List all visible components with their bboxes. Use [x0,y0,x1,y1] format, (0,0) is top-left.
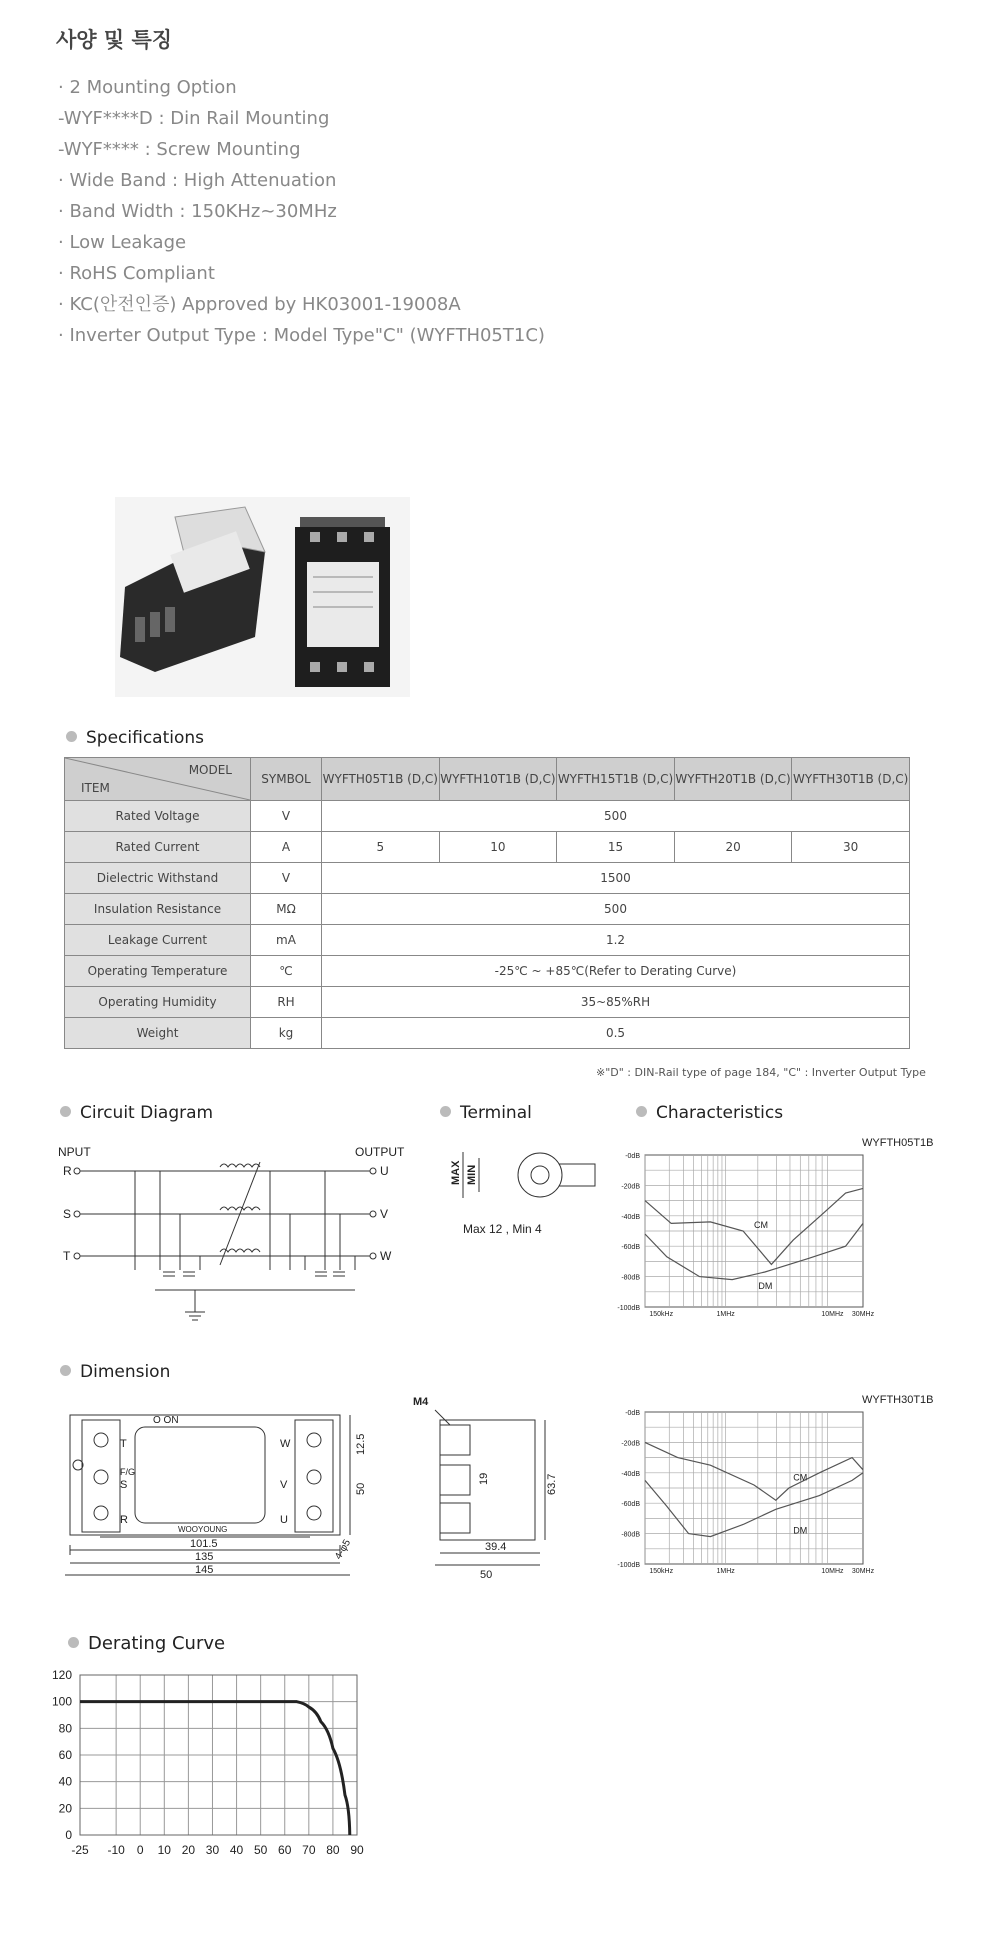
feature-item: · Wide Band : High Attenuation [58,170,337,191]
char-x-tick: 30MHz [851,1311,875,1318]
char-y-tick: -20dB [621,1440,640,1448]
item-cell: Rated Current [65,832,251,863]
section-label: Specifications [86,728,205,748]
dim-r-label: R [120,1514,128,1526]
dim-50: 50 [355,1482,367,1495]
value-cell: -25℃ ~ +85℃(Refer to Derating Curve) [322,956,910,987]
y-tick-label: 20 [58,1801,72,1816]
cm-label: CM [793,1472,808,1483]
table-header-row [65,758,910,801]
table-row [65,832,910,863]
y-tick-label: 60 [58,1748,72,1762]
char-x-tick: 10MHz [821,1568,844,1575]
section-label: Derating Curve [88,1633,226,1654]
feature-item: -WYF****D : Din Rail Mounting [58,108,330,129]
value-cell: 5 [322,832,440,863]
circuit-output-u: U [380,1164,389,1178]
x-tick-label: 50 [253,1843,268,1857]
section-derating [68,1633,225,1654]
table-row [65,956,910,987]
dim-12-5: 12.5 [355,1433,367,1455]
section-dimension [60,1362,170,1382]
dimension-side-drawing [405,1385,565,1585]
char-y-tick: -100dB [617,1562,640,1569]
cm-curve [645,1442,863,1500]
value-cell: 1500 [322,863,910,894]
table-row [65,894,910,925]
dim-on-label: O ON [153,1415,179,1426]
char-model-label: WYFTH05T1B [862,1137,934,1149]
dim-t-label: T [120,1438,127,1450]
x-tick-label: -10 [107,1843,125,1857]
feature-item: · Low Leakage [58,232,187,253]
model-header: WYFTH30T1B (D,C) [792,758,910,801]
symbol-cell: V [251,863,322,894]
y-tick-label: 100 [51,1694,72,1709]
x-tick-label: 10 [157,1843,171,1857]
spec-table [64,757,910,1049]
circuit-input-t: T [63,1249,71,1263]
x-tick-label: 30 [205,1843,220,1857]
x-tick-label: 20 [181,1843,196,1857]
char-x-tick: 30MHz [851,1568,875,1575]
dim-39-4: 39.4 [485,1541,507,1553]
dm-label: DM [758,1280,773,1291]
x-tick-label: -25 [71,1843,89,1857]
dim-fg-label: F/G [120,1467,135,1477]
dim-145: 145 [195,1564,214,1576]
feature-item: -WYF**** : Screw Mounting [58,139,301,160]
char-y-tick: -60dB [621,1244,640,1252]
model-header: WYFTH20T1B (D,C) [674,758,792,801]
chart-grid [80,1675,357,1835]
value-cell: 500 [322,801,910,832]
value-cell: 10 [439,832,557,863]
char-y-tick: -0dB [625,1153,640,1160]
char-x-tick: 150kHz [649,1568,674,1575]
y-tick-label: 0 [65,1828,72,1842]
value-cell: 20 [674,832,792,863]
terminal-drawing [445,1140,605,1250]
symbol-cell: kg [251,1018,322,1049]
dm-curve [645,1473,863,1537]
feature-list [58,72,545,351]
feature-item: · 2 Mounting Option [58,77,237,98]
value-cell: 0.5 [322,1018,910,1049]
symbol-cell: ℃ [251,956,322,987]
model-item-header [65,758,251,801]
char-x-tick: 1MHz [716,1568,735,1575]
value-cell: 1.2 [322,925,910,956]
table-row [65,1018,910,1049]
table-row [65,925,910,956]
section-label: Characteristics [656,1103,784,1123]
characteristics-charts [615,1130,945,1650]
char-y-tick: -20dB [621,1183,640,1191]
terminal-caption: Max 12 , Min 4 [463,1222,542,1236]
dim-brand-label: WOOYOUNG [178,1525,228,1534]
dim-135: 135 [195,1551,214,1563]
feature-item: · RoHS Compliant [58,263,215,284]
dim-w-label: W [280,1438,291,1450]
table-row [65,863,910,894]
symbol-cell: V [251,801,322,832]
circuit-output-v: V [380,1207,389,1221]
symbol-cell: mA [251,925,322,956]
y-tick-label: 80 [58,1721,72,1736]
dim-u-label: U [280,1514,288,1526]
bullet-icon [68,1637,79,1648]
bullet-icon [440,1106,451,1117]
circuit-output-w: W [380,1249,392,1263]
char-y-tick: -60dB [621,1501,640,1509]
dim-50-side: 50 [480,1569,493,1581]
section-terminal [440,1103,532,1123]
symbol-header: SYMBOL [251,758,322,801]
char-y-tick: -0dB [625,1410,640,1417]
value-cell: 30 [792,832,910,863]
circuit-input-s: S [63,1207,72,1221]
circuit-input-r: R [63,1164,72,1178]
value-cell: 500 [322,894,910,925]
dim-101-5: 101.5 [190,1538,218,1550]
product-photo [115,497,410,697]
x-tick-label: 80 [326,1843,340,1857]
dim-63-7: 63.7 [546,1473,558,1495]
y-tick-labels [52,1668,72,1842]
x-tick-label: 90 [350,1843,364,1857]
y-tick-label: 40 [58,1774,72,1789]
feature-item: · Inverter Output Type : Model Type"C" (WYFTH05T1C) [58,325,545,346]
char-model-label: WYFTH30T1B [862,1394,934,1406]
x-tick-labels [71,1843,364,1857]
circuit-diagram [55,1140,415,1330]
model-header: WYFTH05T1B (D,C) [322,758,440,801]
char-y-tick: -80dB [621,1531,640,1539]
symbol-cell: A [251,832,322,863]
item-label: ITEM [81,781,110,795]
symbol-cell: MΩ [251,894,322,925]
dim-s-label: S [120,1479,128,1491]
x-tick-label: 0 [136,1843,144,1857]
value-cell: 15 [557,832,675,863]
x-tick-label: 40 [229,1843,244,1857]
char-x-tick: 150kHz [649,1311,674,1318]
item-cell: Operating Temperature [65,956,251,987]
y-tick-label: 120 [51,1668,72,1682]
cm-label: CM [754,1219,768,1230]
terminal-min-label: MIN [466,1164,478,1185]
bullet-icon [60,1365,71,1376]
dim-m4-label: M4 [413,1396,429,1408]
circuit-input-label: NPUT [58,1145,91,1159]
section-specifications [66,728,204,748]
table-row [65,801,910,832]
item-cell: Insulation Resistance [65,894,251,925]
symbol-cell: RH [251,987,322,1018]
model-header: WYFTH10T1B (D,C) [439,758,557,801]
spec-note: ※"D" : DIN-Rail type of page 184, "C" : Inverter Output Type [596,1066,926,1079]
dimension-front-drawing [60,1395,380,1585]
section-label: Terminal [460,1103,532,1123]
dm-curve [645,1223,863,1279]
terminal-max-label: MAX [450,1160,462,1185]
feature-item: · KC(안전인증) Approved by HK03001-19008A [58,294,461,315]
page-title: 사양 및 특징 [56,28,173,52]
section-label: Circuit Diagram [80,1103,214,1123]
char-y-tick: -40dB [621,1470,640,1478]
item-cell: Operating Humidity [65,987,251,1018]
char-x-tick: 1MHz [716,1311,735,1318]
section-circuit [60,1103,213,1123]
circuit-output-label: OUTPUT [355,1145,405,1159]
characteristic-chart [617,1394,933,1575]
char-y-tick: -100dB [617,1305,640,1312]
bullet-icon [636,1106,647,1117]
item-cell: Leakage Current [65,925,251,956]
x-tick-label: 70 [302,1843,316,1857]
value-cell: 35~85%RH [322,987,910,1018]
char-y-tick: -40dB [621,1213,640,1221]
bullet-icon [66,731,77,742]
model-label: MODEL [188,763,232,777]
feature-item: · Band Width : 150KHz~30MHz [58,201,337,222]
section-label: Dimension [80,1362,171,1382]
bullet-icon [60,1106,71,1117]
dim-v-label: V [280,1479,288,1491]
table-row [65,987,910,1018]
dm-label: DM [793,1525,808,1536]
characteristic-chart [617,1137,933,1318]
dim-19: 19 [478,1472,490,1485]
dim-hole: 4-φ5 [333,1537,354,1562]
item-cell: Rated Voltage [65,801,251,832]
x-tick-label: 60 [278,1843,292,1857]
model-header: WYFTH15T1B (D,C) [557,758,675,801]
char-x-tick: 10MHz [821,1311,844,1318]
item-cell: Dielectric Withstand [65,863,251,894]
section-characteristics [636,1103,783,1123]
char-y-tick: -80dB [621,1274,640,1282]
item-cell: Weight [65,1018,251,1049]
derating-chart [45,1660,465,1870]
